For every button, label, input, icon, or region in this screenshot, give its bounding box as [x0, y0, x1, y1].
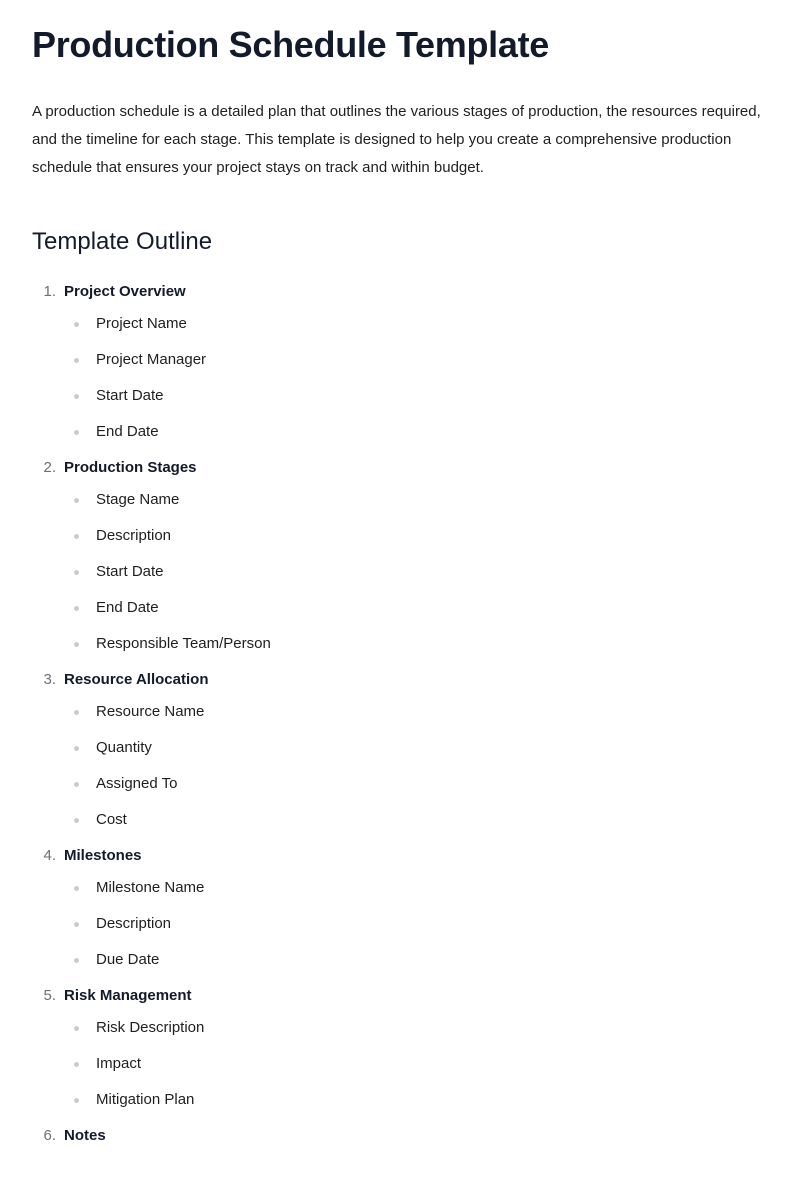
list-item-label: Project Name — [96, 315, 187, 332]
outline-section-number: 4. — [43, 847, 56, 864]
list-item — [64, 312, 768, 336]
list-item — [64, 384, 768, 408]
list-item-label: Impact — [96, 1055, 142, 1072]
list-item-label: Responsible Team/Person — [96, 635, 271, 652]
bullet-icon — [74, 430, 79, 435]
outline-sublist — [64, 312, 768, 444]
bullet-icon — [74, 1026, 79, 1031]
bullet-icon — [74, 534, 79, 539]
list-item — [64, 524, 768, 548]
bullet-icon — [74, 922, 79, 927]
list-item — [64, 596, 768, 620]
list-item-label: Milestone Name — [96, 879, 205, 896]
list-item-label: Cost — [96, 811, 127, 828]
outline-sublist — [64, 876, 768, 972]
outline-section — [32, 844, 768, 972]
list-item-label: Stage Name — [96, 491, 180, 508]
list-item-label: Project Manager — [96, 351, 207, 368]
outline-section — [32, 1124, 768, 1148]
outline-list — [32, 280, 768, 1148]
bullet-icon — [74, 570, 79, 575]
list-item-label: Description — [96, 527, 172, 544]
list-item — [64, 420, 768, 444]
list-item — [64, 560, 768, 584]
outline-section-number: 3. — [43, 671, 56, 688]
list-item — [64, 772, 768, 796]
outline-section-label: Production Stages — [64, 459, 197, 476]
bullet-icon — [74, 782, 79, 787]
bullet-icon — [74, 1098, 79, 1103]
list-item — [64, 912, 768, 936]
outline-section-number: 5. — [43, 987, 56, 1004]
list-item — [64, 1088, 768, 1112]
list-item-label: Start Date — [96, 387, 164, 404]
outline-section-number: 6. — [43, 1127, 56, 1144]
list-item-label: Assigned To — [96, 775, 178, 792]
outline-sublist — [64, 488, 768, 656]
outline-section-label: Resource Allocation — [64, 671, 209, 688]
bullet-icon — [74, 606, 79, 611]
bullet-icon — [74, 394, 79, 399]
list-item-label: End Date — [96, 599, 159, 616]
list-item-label: Resource Name — [96, 703, 205, 720]
bullet-icon — [74, 746, 79, 751]
outline-section — [32, 280, 768, 444]
outline-section — [32, 668, 768, 832]
list-item — [64, 348, 768, 372]
list-item-label: Description — [96, 915, 172, 932]
list-item-label: Due Date — [96, 951, 160, 968]
bullet-icon — [74, 886, 79, 891]
outline-section — [32, 984, 768, 1112]
outline-section-number: 1. — [43, 283, 56, 300]
list-item — [64, 876, 768, 900]
list-item — [64, 488, 768, 512]
outline-sublist — [64, 1016, 768, 1112]
intro-paragraph: A production schedule is a detailed plan that outlines the various stages of production, the resources required, and the timeline for each stage. This template is designed to help you create a comprehensive production schedule that ensures your project stays on track and within budget. — [32, 103, 761, 176]
list-item — [64, 736, 768, 760]
bullet-icon — [74, 1062, 79, 1067]
bullet-icon — [74, 498, 79, 503]
bullet-icon — [74, 358, 79, 363]
list-item — [64, 700, 768, 724]
list-item-label: Quantity — [96, 739, 152, 756]
outline-sublist — [64, 700, 768, 832]
outline-section-label: Notes — [64, 1127, 106, 1144]
document-page — [32, 0, 768, 1152]
list-item-label: End Date — [96, 423, 159, 440]
bullet-icon — [74, 642, 79, 647]
list-item — [64, 1052, 768, 1076]
list-item — [64, 948, 768, 972]
list-item — [64, 632, 768, 656]
outline-section — [32, 456, 768, 656]
bullet-icon — [74, 322, 79, 327]
list-item — [64, 1016, 768, 1040]
bullet-icon — [74, 818, 79, 823]
bullet-icon — [74, 710, 79, 715]
outline-heading: Template Outline — [32, 228, 213, 255]
list-item — [64, 808, 768, 832]
bullet-icon — [74, 958, 79, 963]
list-item-label: Start Date — [96, 563, 164, 580]
outline-section-number: 2. — [43, 459, 56, 476]
outline-section-label: Milestones — [64, 847, 142, 864]
outline-section-label: Project Overview — [64, 283, 186, 300]
list-item-label: Risk Description — [96, 1019, 205, 1036]
outline-section-label: Risk Management — [64, 987, 192, 1004]
page-title: Production Schedule Template — [32, 24, 550, 65]
list-item-label: Mitigation Plan — [96, 1091, 195, 1108]
